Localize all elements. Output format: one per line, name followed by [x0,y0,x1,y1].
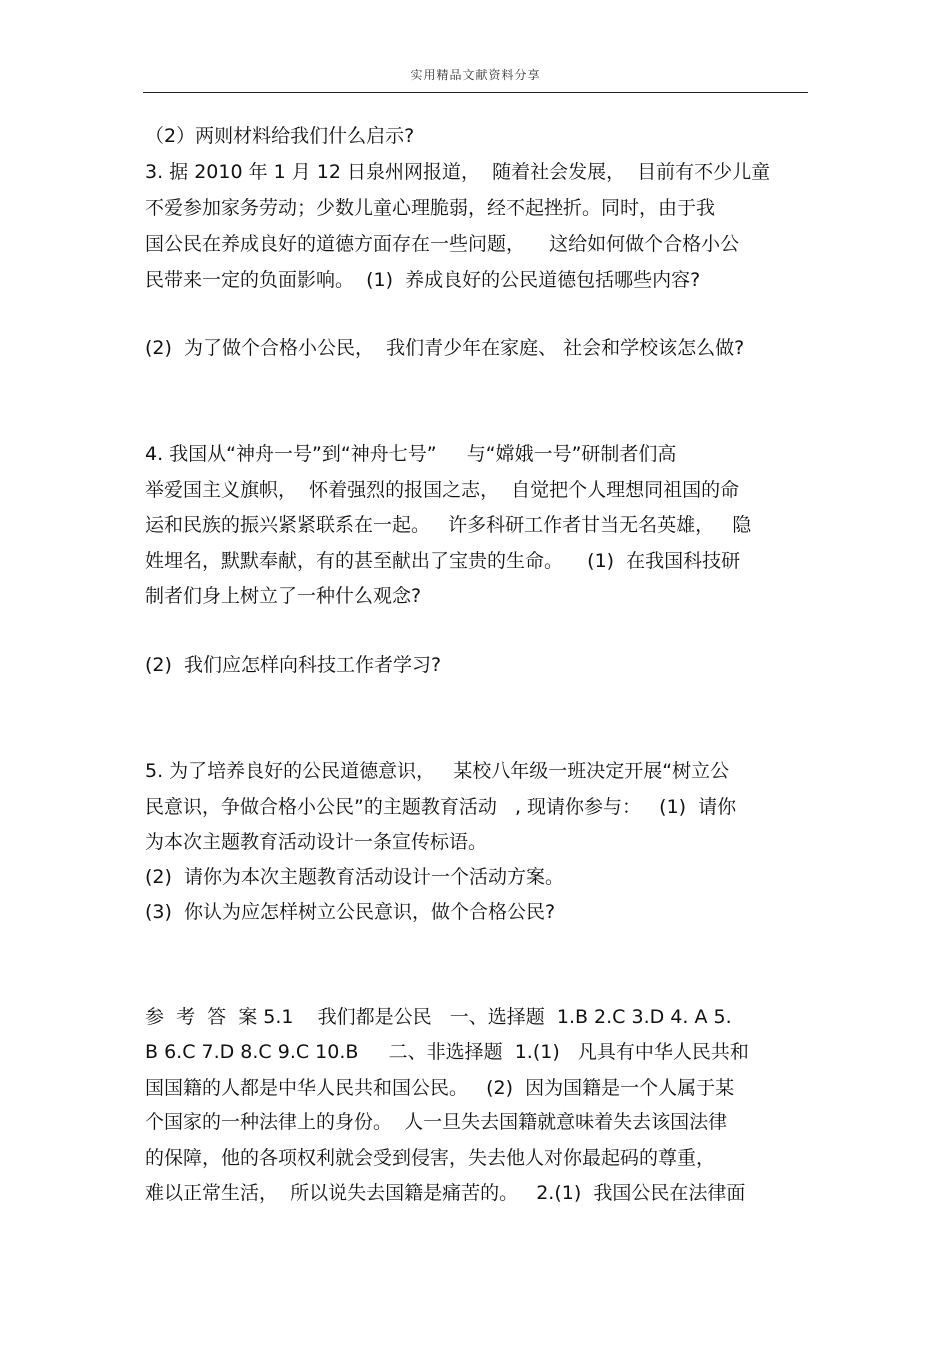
text-line: (2) 我们应怎样向科技工作者学习? [145,654,442,676]
text-line: 不爱参加家务劳动；少数儿童心理脆弱，经不起挫折。同时，由于我 [145,197,716,219]
text-line: (3) 你认为应怎样树立公民意识，做个合格公民? [145,901,556,923]
text-line: 3. 据 2010 年 1 月 12 日泉州网报道， 随着社会发展， 目前有不少儿童 [145,161,771,183]
text-line: 4. 我国从“神舟一号”到“神舟七号” 与“嫦娥一号”研制者们高 [145,443,677,465]
text-line: B 6.C 7.D 8.C 9.C 10.B 二、非选择题 1.(1) 凡具有中华人民共和 [145,1041,749,1063]
text-line: 运和民族的振兴紧紧联系在一起。 许多科研工作者甘当无名英雄， 隐 [145,514,752,536]
text-line: 制者们身上树立了一种什么观念? [145,585,422,607]
text-line: 难以正常生活， 所以说失去国籍是痛苦的。 2.(1) 我国公民在法律面 [145,1182,746,1204]
text-line: 的保障，他的各项权利就会受到侵害，失去他人对你最起码的尊重， [145,1147,716,1169]
text-line: (2) 为了做个合格小公民， 我们青少年在家庭、 社会和学校该怎么做? [145,337,745,359]
text-line: 国公民在养成良好的道德方面存在一些问题， 这给如何做个合格小公 [145,233,740,255]
text-line: 个国家的一种法律上的身份。 人一旦失去国籍就意味着失去该国法律 [145,1111,728,1133]
text-line: 民意识，争做合格小公民”的主题教育活动 , 现请你参与： (1) 请你 [145,796,737,818]
text-line: 5. 为了培养良好的公民道德意识， 某校八年级一班决定开展“树立公 [145,760,730,782]
text-line: 为本次主题教育活动设计一条宣传标语。 [145,831,488,853]
text-line: 参 考 答 案 5.1 我们都是公民 一、选择题 1.B 2.C 3.D 4. A 5. [145,1006,732,1028]
text-line: 国国籍的人都是中华人民共和国公民。 (2) 因为国籍是一个人属于某 [145,1077,735,1099]
text-line: (2) 请你为本次主题教育活动设计一个活动方案。 [145,866,564,888]
header-divider [143,92,808,93]
page-header: 实用精品文献资料分享 [410,68,541,82]
text-line: （2）两则材料给我们什么启示? [145,125,415,147]
text-line: 姓埋名，默默奉献，有的甚至献出了宝贵的生命。 (1) 在我国科技研 [145,550,741,572]
text-line: 举爱国主义旗帜， 怀着强烈的报国之志， 自觉把个人理想同祖国的命 [145,479,740,501]
text-line: 民带来一定的负面影响。 (1) 养成良好的公民道德包括哪些内容? [145,269,701,291]
